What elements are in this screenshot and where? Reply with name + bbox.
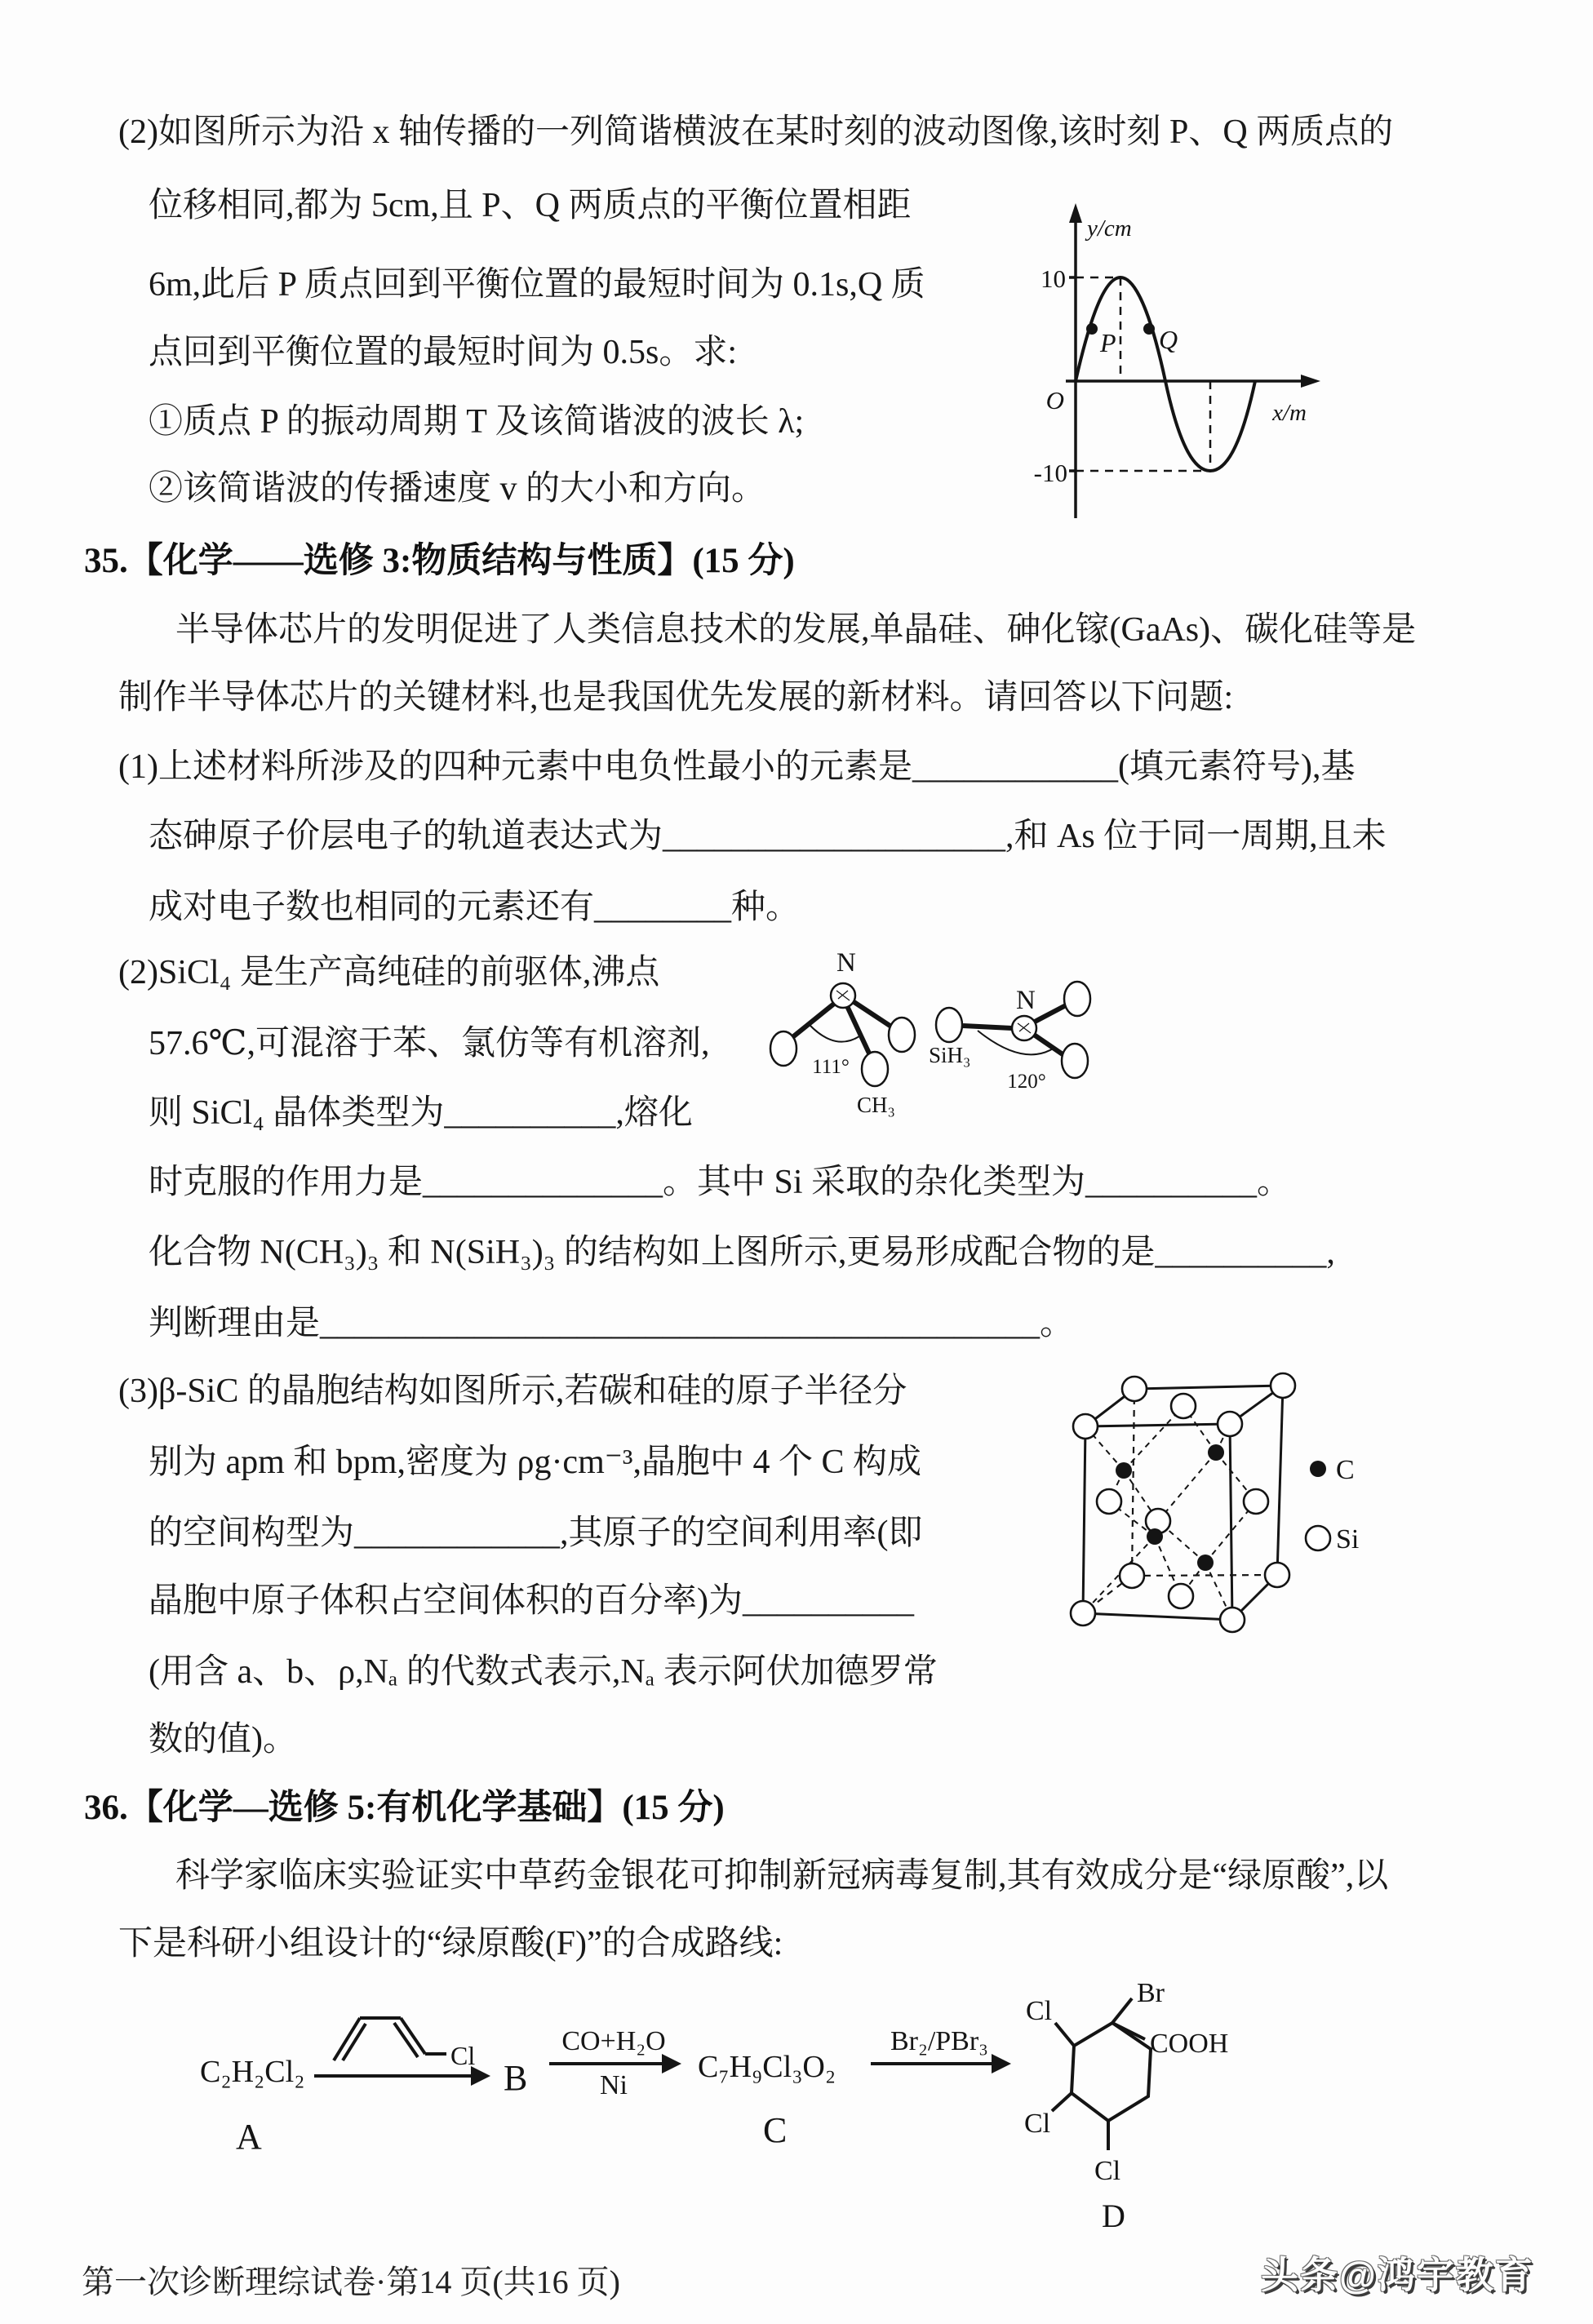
- physics-q2-line-5: ①质点 P 的振动周期 T 及该简谐波的波长 λ;: [149, 403, 805, 441]
- wave-curve: [1076, 277, 1255, 471]
- wave-origin-label: O: [1045, 386, 1064, 415]
- trisilylamine-sih3-label: SiH₃: [929, 1043, 971, 1067]
- watermark: 头条@鸿宇教育: [1261, 2254, 1534, 2296]
- compound-d-cooh-label: COOH: [1150, 2029, 1229, 2059]
- compound-a-formula: C₂H₂Cl₂: [200, 2055, 305, 2089]
- synthesis-route-figure: [200, 1980, 1245, 2248]
- compound-d-cl-top-label: Cl: [1026, 1996, 1053, 2026]
- q35-part2-line-5: 化合物 N(CH₃)₃ 和 N(SiH₃)₃ 的结构如上图所示,更易形成配合物的是__________,: [149, 1234, 1335, 1271]
- trimethylamine-ch3-label: CH₃: [857, 1093, 895, 1117]
- wave-y-axis-label: y/cm: [1087, 215, 1132, 242]
- trisilylamine-n-label: N: [1016, 986, 1036, 1015]
- wave-ymax-label: 10: [1041, 264, 1066, 293]
- wave-point-p-dot: [1086, 323, 1098, 335]
- q35-intro-line-2: 制作半导体芯片的关键材料,也是我国优先发展的新材料。请回答以下问题:: [118, 679, 1234, 716]
- physics-q2-line-2: 位移相同,都为 5cm,且 P、Q 两质点的平衡位置相距: [149, 187, 912, 224]
- arrow2-condition-bottom: Ni: [600, 2070, 628, 2100]
- reaction-arrow-2-shaft: [549, 2062, 678, 2065]
- legend-si-label: Si: [1336, 1524, 1360, 1555]
- q35-part2-line-6: 判断理由是__________________________________________。: [149, 1305, 1075, 1342]
- q35-part3-line-4: 晶胞中原子体积占空间体积的百分率)为__________: [149, 1582, 914, 1620]
- page-footer-info: 第一次诊断理综试卷·第14 页(共16 页): [82, 2264, 620, 2300]
- q35-part1-line-1: (1)上述材料所涉及的四种元素中电负性最小的元素是____________(填元素符号),基: [118, 748, 1356, 786]
- arrow2-condition-top: CO+H₂O: [561, 2026, 666, 2056]
- wave-graph-figure: [1030, 192, 1340, 534]
- q36-intro-line-1: 科学家临床实验证实中草药金银花可抑制新冠病毒复制,其有效成分是“绿原酸”,以: [175, 1857, 1389, 1895]
- q35-part3-line-6: 数的值)。: [149, 1721, 297, 1759]
- trimethylamine-angle-label: 111°: [812, 1056, 850, 1078]
- q35-part3-line-5: (用含 a、b、ρ,Nₐ 的代数式表示,Nₐ 表示阿伏加德罗常: [149, 1653, 938, 1691]
- reaction-arrow-3-shaft: [871, 2062, 1008, 2065]
- q35-part2-line-1: (2)SiCl₄ 是生产高纯硅的前驱体,沸点: [118, 954, 660, 991]
- reaction-arrow-1: [314, 2074, 487, 2078]
- physics-q2-line-6: ②该简谐波的传播速度 v 的大小和方向。: [149, 470, 766, 508]
- compound-d-br-label: Br: [1137, 1980, 1165, 2008]
- physics-q2-line-1: (2)如图所示为沿 x 轴传播的一列简谐横波在某时刻的波动图像,该时刻 P、Q 两质点的: [118, 113, 1394, 151]
- q36-header: 36.【化学—选修 5:有机化学基础】(15 分): [84, 1789, 725, 1827]
- wave-point-p-label: P: [1100, 328, 1116, 357]
- q35-part3-line-2: 别为 apm 和 bpm,密度为 ρg·cm⁻³,晶胞中 4 个 C 构成: [149, 1444, 922, 1481]
- q35-intro-line-1: 半导体芯片的发明促进了人类信息技术的发展,单晶硅、砷化镓(GaAs)、碳化硅等是: [175, 611, 1417, 649]
- legend-c-icon: [1310, 1461, 1326, 1477]
- wave-ymin-label: -10: [1033, 459, 1067, 487]
- wave-point-q-label: Q: [1159, 325, 1178, 354]
- physics-q2-line-3: 6m,此后 P 质点回到平衡位置的最短时间为 0.1s,Q 质: [149, 266, 925, 304]
- compound-c-label: C: [763, 2110, 788, 2150]
- q35-part3-line-3: 的空间构型为____________,其原子的空间利用率(即: [149, 1515, 923, 1552]
- compound-b-label: B: [504, 2058, 528, 2098]
- compound-d-structure: [1024, 1980, 1236, 2233]
- molecule-structures-figure: [718, 938, 1134, 1138]
- trimethylamine-bonds: [792, 1001, 891, 1055]
- compound-d-cl-mid-label: Cl: [1024, 2109, 1051, 2139]
- compound-c-formula: C₇H₉Cl₃O₂: [698, 2050, 836, 2084]
- q35-part2-line-4: 时克服的作用力是______________。其中 Si 采取的杂化类型为__________。: [149, 1164, 1292, 1201]
- compound-d-label: D: [1102, 2198, 1125, 2233]
- trimethylamine-angle-arc: [810, 1025, 862, 1042]
- q35-header: 35.【化学——选修 3:物质结构与性质】(15 分): [84, 542, 795, 580]
- legend-si-icon: [1306, 1526, 1330, 1550]
- reaction-arrow-2: [549, 2026, 678, 2101]
- compound-d-cl-bottom-label: Cl: [1094, 2156, 1121, 2186]
- wave-x-axis-label: x/m: [1272, 400, 1307, 426]
- sic-crystal-cell-figure: [1049, 1350, 1400, 1701]
- q35-part1-line-2: 态砷原子价层电子的轨道表达式为____________________,和 As 位于同一周期,且未: [149, 818, 1387, 855]
- wave-axes: [1066, 216, 1307, 518]
- wave-point-q-dot: [1143, 323, 1155, 335]
- diene-cl-label: Cl: [450, 2041, 476, 2070]
- reaction-arrow-3: [871, 2026, 1008, 2065]
- q35-part2-line-3: 则 SiCl₄ 晶体类型为__________,熔化: [149, 1094, 693, 1132]
- q36-intro-line-2: 下是科研小组设计的“绿原酸(F)”的合成路线:: [118, 1925, 783, 1963]
- legend-c-label: C: [1336, 1455, 1355, 1485]
- arrow3-condition-top: Br₂/PBr₃: [890, 2026, 989, 2056]
- q35-part3-line-1: (3)β-SiC 的晶胞结构如图所示,若碳和硅的原子半径分: [118, 1373, 907, 1410]
- trimethylamine-n-label: N: [836, 948, 856, 978]
- trisilylamine-angle-label: 120°: [1007, 1071, 1046, 1093]
- compound-a-label: A: [236, 2117, 262, 2157]
- compound-d-ring: [1052, 1998, 1151, 2150]
- q35-part2-line-2: 57.6℃,可混溶于苯、氯仿等有机溶剂,: [149, 1025, 710, 1062]
- reaction-arrow-1-shaft: [314, 2074, 487, 2078]
- physics-q2-line-4: 点回到平衡位置的最短时间为 0.5s。求:: [149, 334, 738, 371]
- chloro-diene-structure: [322, 1995, 481, 2070]
- diene-skeleton: [334, 2018, 446, 2060]
- q35-part1-line-3: 成对电子数也相同的元素还有________种。: [149, 889, 801, 926]
